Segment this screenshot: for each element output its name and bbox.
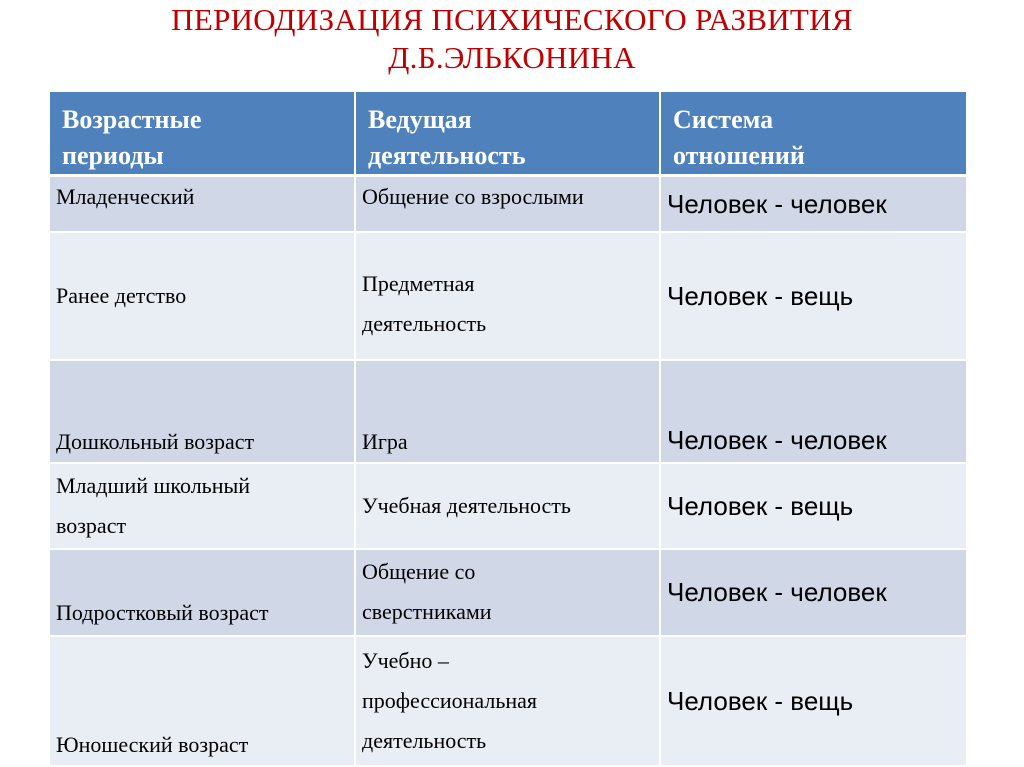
table-row <box>50 232 966 360</box>
cell-text: профессиональная <box>362 687 538 713</box>
age-cell <box>50 463 355 549</box>
cell-text: Учебная деятельность <box>362 492 571 518</box>
cell-text: сверстниками <box>362 599 492 624</box>
relation-cell: Человек - человек <box>660 176 966 232</box>
title-line-2: Д.Б.ЭЛЬКОНИНА <box>388 40 636 75</box>
relation-cell: Человек - вещь <box>660 232 966 360</box>
age-cell <box>50 176 355 232</box>
cell-text: Младший школьный <box>56 472 251 498</box>
header-text: Ведущая <box>368 105 472 134</box>
age-cell <box>50 549 355 636</box>
header-text: отношений <box>673 141 805 170</box>
relation-cell: Человек - вещь <box>660 636 966 766</box>
header-relation-system <box>660 92 966 176</box>
cell-text: Ранее детство <box>56 282 187 308</box>
cell-text: Игра <box>362 428 408 454</box>
table-row <box>50 636 966 766</box>
header-text: Возрастные <box>62 105 202 134</box>
table-row <box>50 360 966 463</box>
cell-text: Общение со <box>362 559 476 584</box>
cell-text: деятельность <box>362 310 487 336</box>
activity-cell <box>355 176 660 232</box>
activity-cell <box>355 463 660 549</box>
header-leading-activity <box>355 92 660 176</box>
title-line-1: ПЕРИОДИЗАЦИЯ ПСИХИЧЕСКОГО РАЗВИТИЯ <box>171 2 853 37</box>
cell-text: Юношеский возраст <box>56 731 249 757</box>
cell-text: Подростковый возраст <box>56 599 269 625</box>
header-text: периоды <box>62 141 164 170</box>
activity-cell <box>355 232 660 360</box>
relation-cell: Человек - человек <box>660 549 966 636</box>
activity-cell <box>355 549 660 636</box>
periodization-table <box>50 92 966 767</box>
cell-text: Дошкольный возраст <box>56 428 255 454</box>
cell-text: Общение со взрослыми <box>362 184 584 209</box>
cell-text: Младенческий <box>56 184 195 209</box>
relation-cell: Человек - человек <box>660 360 966 463</box>
table-row <box>50 549 966 636</box>
age-cell <box>50 360 355 463</box>
header-row <box>50 92 966 176</box>
cell-text: возраст <box>56 512 127 538</box>
age-cell <box>50 636 355 766</box>
relation-cell: Человек - вещь <box>660 463 966 549</box>
header-age-periods <box>50 92 355 176</box>
header-text: деятельность <box>368 141 526 170</box>
activity-cell <box>355 360 660 463</box>
page-title <box>0 0 1024 76</box>
header-text: Система <box>673 105 774 134</box>
activity-cell <box>355 636 660 766</box>
cell-text: деятельность <box>362 727 487 753</box>
table-row <box>50 463 966 549</box>
table-row <box>50 176 966 232</box>
cell-text: Учебно – <box>362 647 449 673</box>
cell-text: Предметная <box>362 270 475 296</box>
age-cell <box>50 232 355 360</box>
